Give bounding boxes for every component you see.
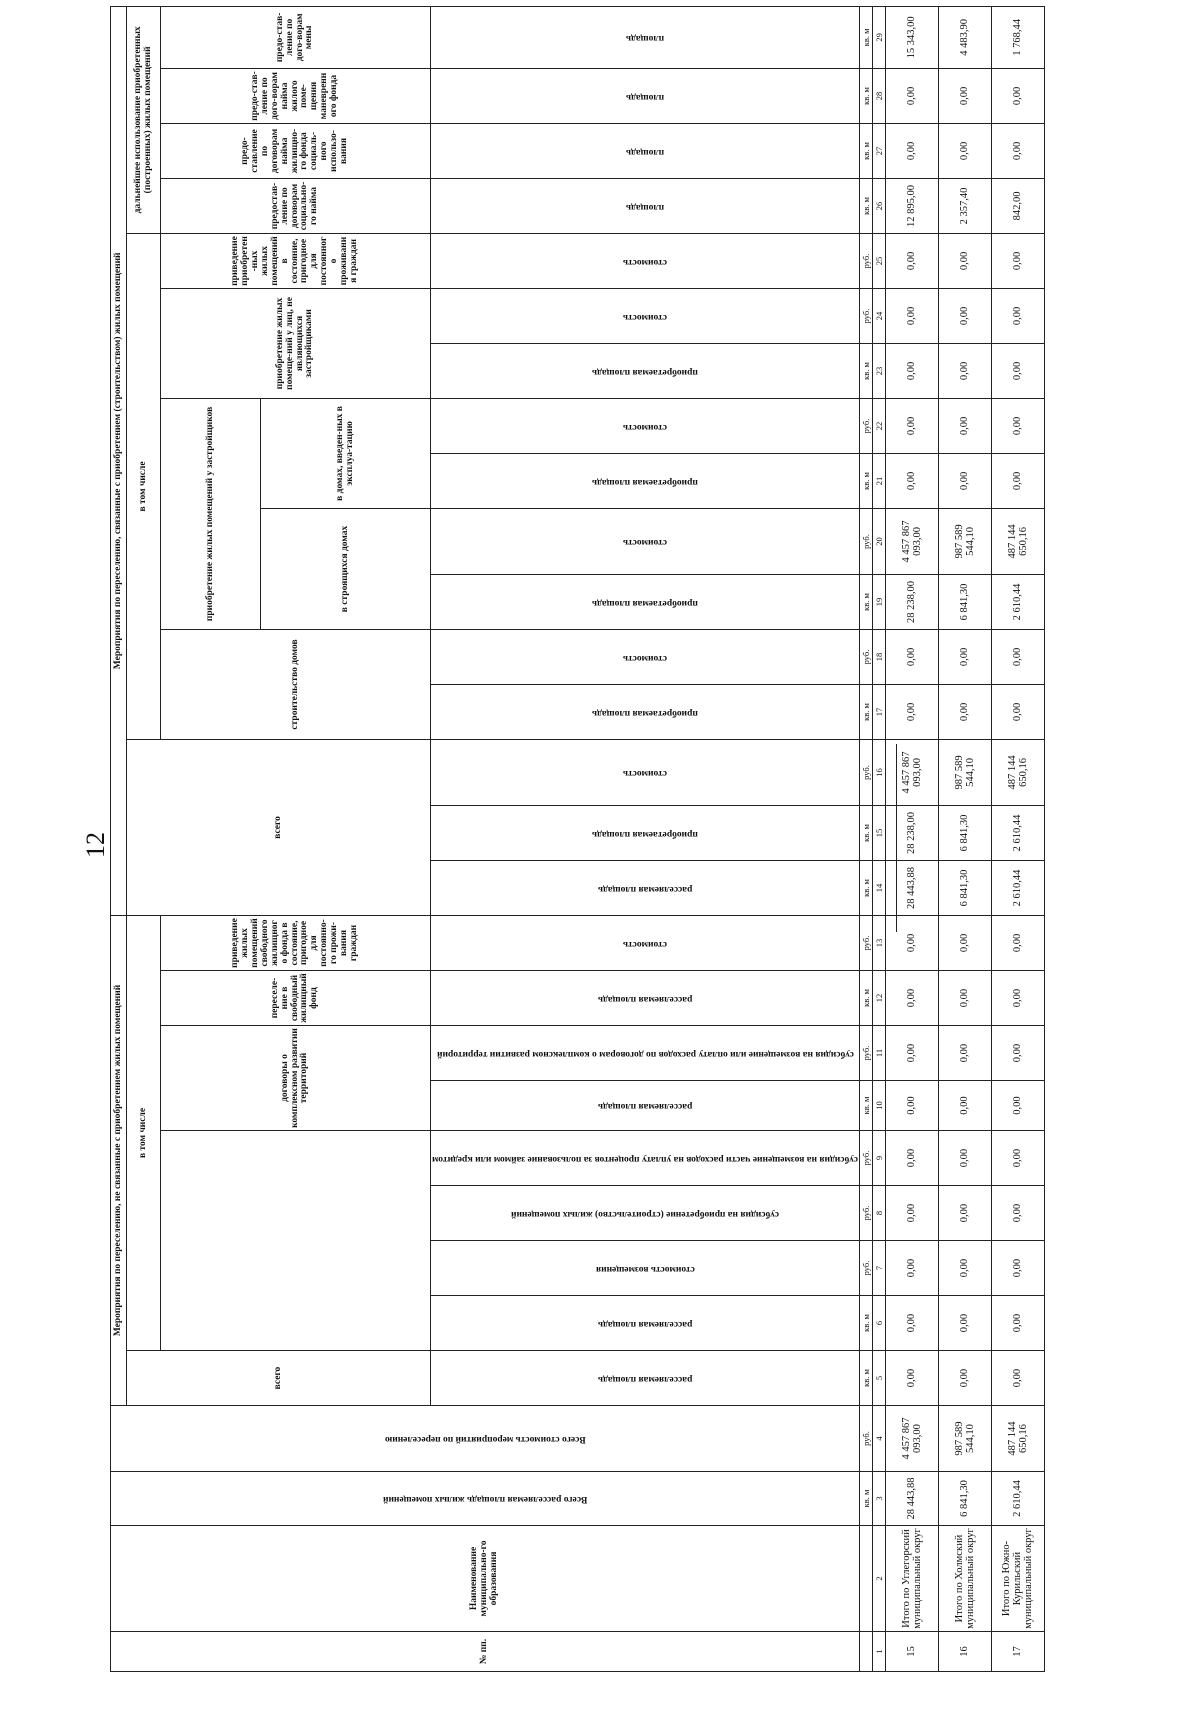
municipality-name: Итого по Южно-Курильский муниципальный округ (991, 1526, 1044, 1632)
column-number: 18 (872, 629, 885, 684)
header-col-12: расселяемая площадь (431, 971, 860, 1026)
unit-cell: руб. (859, 1131, 872, 1186)
header-c-maneuver: предо-став-ление по дого-ворам найма жилого поме-щения маневренного фонда (161, 68, 431, 123)
table-cell: 0,00 (991, 1296, 1044, 1351)
table-cell: 0,00 (938, 233, 991, 288)
column-number: 22 (872, 398, 885, 453)
table-cell: 2 610,44 (991, 805, 1044, 860)
header-col-14: расселяемая площадь (431, 860, 860, 915)
table-row (885, 6, 938, 1671)
unit-cell: кв. м (859, 453, 872, 508)
table-cell: 0,00 (885, 1081, 938, 1131)
table-cell: 0,00 (938, 1351, 991, 1406)
header-col-16: стоимость (431, 739, 860, 805)
table-cell: 0,00 (991, 288, 1044, 343)
header-col-10: расселяемая площадь (431, 1081, 860, 1131)
table-cell: 0,00 (885, 915, 938, 970)
table-cell: 0,00 (885, 398, 938, 453)
header-b-commissioned: в домах, введен-ных в эксплуа-тацию (261, 398, 431, 508)
column-number: 26 (872, 178, 885, 233)
table-cell: 6 841,30 (938, 805, 991, 860)
table-cell: 987 589 544,10 (938, 1406, 991, 1472)
table-cell: 0,00 (991, 1241, 1044, 1296)
table-cell: 0,00 (991, 233, 1044, 288)
header-col-15: приобретаемая площадь (431, 805, 860, 860)
table-cell: 842,00 (991, 178, 1044, 233)
table-cell: 0,00 (885, 629, 938, 684)
table-cell: 987 589 544,10 (938, 508, 991, 574)
table-cell: 28 238,00 (885, 805, 938, 860)
header-col-19: приобретаемая площадь (431, 574, 860, 629)
row-number: 17 (991, 1632, 1044, 1672)
header-col-20: стоимость (431, 508, 860, 574)
unit-cell: руб. (859, 398, 872, 453)
unit-cell: руб. (859, 915, 872, 970)
row-number: 16 (938, 1632, 991, 1672)
unit-cell: кв. м (859, 1351, 872, 1406)
table-cell: 0,00 (885, 1026, 938, 1081)
table-cell: 0,00 (991, 398, 1044, 453)
header-b-incl: в том числе (127, 233, 161, 739)
unit-cell: кв. м (859, 1081, 872, 1131)
header-a-relocation: переселе-ние в свободный жилищный фонд (161, 971, 431, 1026)
header-col-24: стоимость (431, 288, 860, 343)
table-cell: 0,00 (885, 1241, 938, 1296)
unit-cell: руб. (859, 288, 872, 343)
table-cell: 4 457 867 093,00 (885, 1406, 938, 1472)
header-col-13: стоимость (431, 915, 860, 970)
table-cell: 0,00 (991, 684, 1044, 739)
header-b-total: всего (127, 739, 431, 915)
header-total-area: Всего расселяемая площадь жилых помещений (111, 1472, 860, 1526)
header-col-8: субсидия на приобретение (строительство) жилых помещений (431, 1186, 860, 1241)
column-number: 12 (872, 971, 885, 1026)
header-no: № пп. (111, 1632, 860, 1672)
column-number: 6 (872, 1296, 885, 1351)
column-number: 27 (872, 123, 885, 178)
unit-cell (859, 1632, 872, 1672)
table-cell: 6 841,30 (938, 1472, 991, 1526)
table-cell: 0,00 (938, 1026, 991, 1081)
unit-cell: кв. м (859, 805, 872, 860)
column-number: 8 (872, 1186, 885, 1241)
column-number: 29 (872, 6, 885, 68)
row-number: 15 (885, 1632, 938, 1672)
header-col-27: площадь (431, 123, 860, 178)
units-row (859, 6, 872, 1671)
unit-cell: кв. м (859, 860, 872, 915)
table-cell: 15 343,00 (885, 6, 938, 68)
header-c-social: предостав-ление по договорам социально-го найма (161, 178, 431, 233)
header-total-cost: Всего стоимость мероприятий по переселению (111, 1406, 860, 1472)
table-cell: 987 589 544,10 (938, 739, 991, 805)
table-cell: 4 457 867 093,00 (885, 508, 938, 574)
table-cell: 0,00 (991, 1131, 1044, 1186)
header-b-building: в строящихся домах (261, 508, 431, 629)
table-cell: 0,00 (991, 1351, 1044, 1406)
table-cell: 28 443,88 (885, 1472, 938, 1526)
unit-cell: руб. (859, 739, 872, 805)
table-cell: 2 357,40 (938, 178, 991, 233)
header-c-exchange: предо-став-ление по дого-ворам мены (161, 6, 431, 68)
table-cell: 0,00 (885, 453, 938, 508)
table-cell: 0,00 (885, 1131, 938, 1186)
header-col-11: субсидия на возмещение или оплату расходов по договорам о комплексном развитии территорий (431, 1026, 860, 1081)
header-a-contracts: договоры о комплексном развитии территорий (161, 1026, 431, 1131)
table-cell: 28 238,00 (885, 574, 938, 629)
table-cell: 487 144 650,16 (991, 739, 1044, 805)
header-b-construction: строительство домов (161, 629, 431, 739)
table-cell: 0,00 (885, 288, 938, 343)
table-cell: 0,00 (991, 343, 1044, 398)
table-cell: 0,00 (991, 971, 1044, 1026)
rotated-table-frame (110, 12, 1035, 1672)
header-group-non-purchase: Мероприятия по переселению, не связанные с приобретением жилых помещений (111, 915, 127, 1405)
header-col-25: стоимость (431, 233, 860, 288)
header-b-purchase-nondev: приобретение жилых помеще-ний у лиц, не являющихся застройщиками (161, 288, 431, 398)
header-a-incl: в том числе (127, 915, 161, 1350)
unit-cell: руб. (859, 1186, 872, 1241)
column-number: 17 (872, 684, 885, 739)
header-col-26: площадь (431, 178, 860, 233)
table-cell: 0,00 (991, 453, 1044, 508)
table-cell: 6 841,30 (938, 860, 991, 915)
table-cell: 0,00 (938, 1241, 991, 1296)
header-col-18: стоимость (431, 629, 860, 684)
column-number: 23 (872, 343, 885, 398)
table-row (938, 6, 991, 1671)
column-number: 19 (872, 574, 885, 629)
unit-cell: руб. (859, 1241, 872, 1296)
table-cell: 2 610,44 (991, 860, 1044, 915)
table-cell: 0,00 (991, 68, 1044, 123)
header-group-purchase: Мероприятия по переселению, связанные с приобретением (строительством) жилых помещений (111, 6, 127, 915)
header-b-bringing: приведение приобретен-ных жилых помещений в состояние, пригодное для постоянного проживания граждан (161, 233, 431, 288)
table-cell: 0,00 (938, 971, 991, 1026)
table-row (991, 6, 1044, 1671)
unit-cell: кв. м (859, 1296, 872, 1351)
header-col-5: расселяемая площадь (431, 1351, 860, 1406)
unit-cell (859, 1526, 872, 1632)
column-number: 10 (872, 1081, 885, 1131)
table-cell: 2 610,44 (991, 574, 1044, 629)
table-cell: 0,00 (885, 971, 938, 1026)
table-cell: 0,00 (938, 123, 991, 178)
table-cell: 0,00 (991, 123, 1044, 178)
header-col-23: приобретаемая площадь (431, 343, 860, 398)
table-cell: 2 610,44 (991, 1472, 1044, 1526)
header-col-7: стоимость возмещения (431, 1241, 860, 1296)
unit-cell: руб. (859, 1406, 872, 1472)
column-number: 13 (872, 915, 885, 970)
column-number: 20 (872, 508, 885, 574)
column-number: 1 (872, 1632, 885, 1672)
unit-cell: руб. (859, 508, 872, 574)
unit-cell: кв. м (859, 6, 872, 68)
table-cell: 0,00 (885, 684, 938, 739)
table-cell: 0,00 (991, 915, 1044, 970)
table-cell: 12 895,00 (885, 178, 938, 233)
unit-cell: кв. м (859, 68, 872, 123)
table-cell: 487 144 650,16 (991, 1406, 1044, 1472)
table-cell: 0,00 (885, 1296, 938, 1351)
table-cell: 0,00 (938, 398, 991, 453)
header-c-group: дальнейшее использование приобретенных (построенных) жилых помещений (127, 6, 161, 233)
table-cell: 0,00 (885, 123, 938, 178)
table-cell: 4 457 867 093,00 (885, 739, 938, 805)
header-col-29: площадь (431, 6, 860, 68)
unit-cell: руб. (859, 233, 872, 288)
table-cell: 28 443,88 (885, 860, 938, 915)
table-cell: 0,00 (938, 288, 991, 343)
table-cell: 0,00 (885, 1186, 938, 1241)
column-number: 4 (872, 1406, 885, 1472)
header-name: Наименование муниципально-го образования (111, 1526, 860, 1632)
table-cell: 0,00 (885, 1351, 938, 1406)
table-cell: 4 483,90 (938, 6, 991, 68)
table-cell: 1 768,44 (991, 6, 1044, 68)
municipality-name: Итого по Углегорский муниципальный округ (885, 1526, 938, 1632)
unit-cell: кв. м (859, 343, 872, 398)
header-col-6: расселяемая площадь (431, 1296, 860, 1351)
unit-cell: кв. м (859, 178, 872, 233)
page-number: 12 (81, 832, 110, 858)
header-a-blank (161, 1131, 431, 1351)
table-cell: 0,00 (938, 343, 991, 398)
table-cell: 0,00 (938, 684, 991, 739)
header-col-21: приобретаемая площадь (431, 453, 860, 508)
column-number: 28 (872, 68, 885, 123)
unit-cell: кв. м (859, 574, 872, 629)
unit-cell: руб. (859, 629, 872, 684)
unit-cell: кв. м (859, 123, 872, 178)
unit-cell: руб. (859, 1026, 872, 1081)
column-number: 21 (872, 453, 885, 508)
table-cell: 0,00 (938, 1081, 991, 1131)
table-cell: 0,00 (938, 1131, 991, 1186)
unit-cell: кв. м (859, 684, 872, 739)
table-cell: 0,00 (938, 629, 991, 684)
table-cell: 0,00 (938, 915, 991, 970)
column-number: 14 (872, 860, 885, 915)
table-cell: 0,00 (991, 1186, 1044, 1241)
header-a-total: всего (127, 1351, 431, 1406)
column-number: 2 (872, 1526, 885, 1632)
table-container (110, 12, 1035, 1672)
table-cell: 0,00 (991, 1026, 1044, 1081)
column-number: 9 (872, 1131, 885, 1186)
header-c-special: предо-ставление по договорам найма жилищно-го фонда социаль-ного использо-вания (161, 123, 431, 178)
table-cell: 0,00 (938, 68, 991, 123)
column-number: 11 (872, 1026, 885, 1081)
table-cell: 0,00 (991, 1081, 1044, 1131)
table-cell: 0,00 (938, 453, 991, 508)
header-col-17: приобретаемая площадь (431, 684, 860, 739)
header-b-purchase-dev: приобретение жилых помещений у застройщиков (161, 398, 261, 629)
unit-cell: кв. м (859, 971, 872, 1026)
column-number-row (872, 6, 885, 1671)
header-a-bringing: приведение жилых помещений свободного жилищного фонда в состояние, пригодное для постоянно-го прожи-вания граждан (161, 915, 431, 970)
unit-cell: кв. м (859, 1472, 872, 1526)
table-cell: 0,00 (885, 233, 938, 288)
column-number: 15 (872, 805, 885, 860)
column-number: 5 (872, 1351, 885, 1406)
table-cell: 0,00 (991, 629, 1044, 684)
column-number: 24 (872, 288, 885, 343)
table-cell: 0,00 (885, 68, 938, 123)
column-number: 25 (872, 233, 885, 288)
header-col-9: субсидия на возмещение части расходов на уплату процентов за пользование займом или кредитом (431, 1131, 860, 1186)
table-cell: 0,00 (938, 1296, 991, 1351)
table-cell: 6 841,30 (938, 574, 991, 629)
table-cell: 487 144 650,16 (991, 508, 1044, 574)
header-col-22: стоимость (431, 398, 860, 453)
resettlement-table (110, 6, 1045, 1672)
header-col-28: площадь (431, 68, 860, 123)
column-number: 7 (872, 1241, 885, 1296)
table-cell: 0,00 (938, 1186, 991, 1241)
column-number: 16 (872, 739, 885, 805)
municipality-name: Итого по Холмский муниципальный округ (938, 1526, 991, 1632)
table-cell: 0,00 (885, 343, 938, 398)
column-number: 3 (872, 1472, 885, 1526)
